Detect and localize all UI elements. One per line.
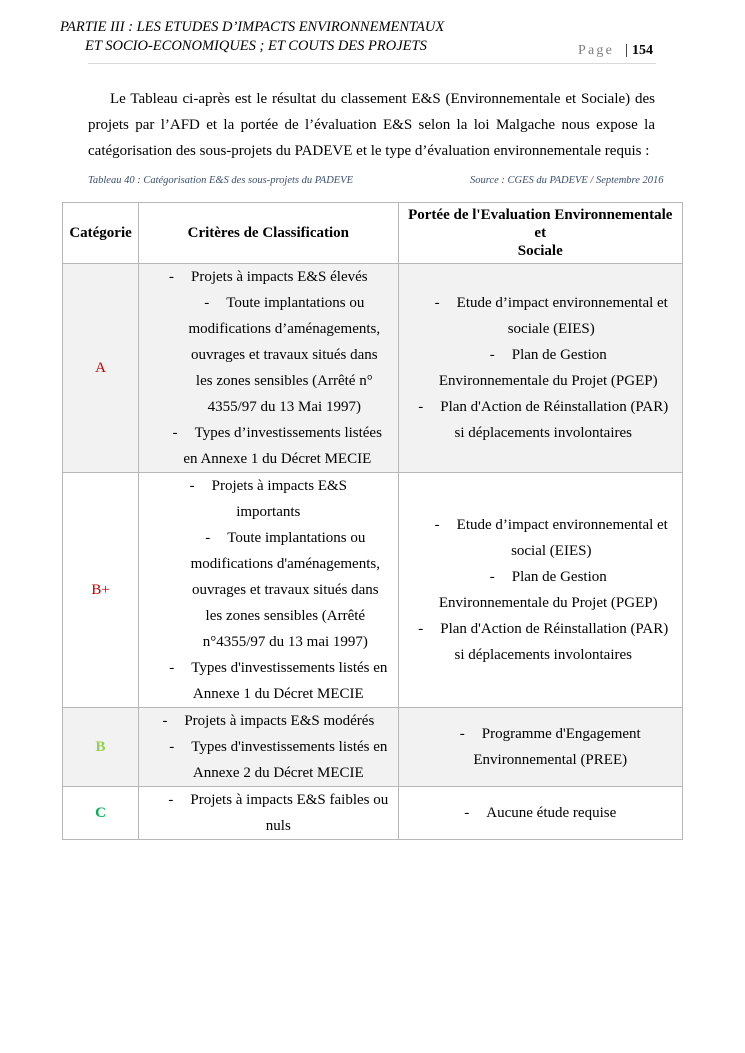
list-item-text: Projets à impacts E&S faibles ou nuls xyxy=(190,792,389,834)
bullet-dash: - xyxy=(489,347,495,363)
list-item xyxy=(145,655,391,707)
header-criteria: Critères de Classification xyxy=(139,203,398,264)
bullet-dash: - xyxy=(418,621,424,637)
bullet-dash: - xyxy=(169,660,175,676)
list-item xyxy=(145,264,391,290)
bullet-dash: - xyxy=(168,792,174,808)
scope-cell xyxy=(398,708,682,787)
list-item-text: Plan d'Action de Réinstallation (PAR) si déplacements involontaires xyxy=(440,399,669,441)
bullet-dash: - xyxy=(168,269,174,285)
category-label: B xyxy=(95,738,106,755)
header-scope-line3: Sociale xyxy=(517,243,563,259)
bullet-dash: - xyxy=(162,713,168,729)
bullet-dash: - xyxy=(434,517,440,533)
table-row xyxy=(63,708,683,787)
list-item xyxy=(405,564,676,616)
bullet-dash: - xyxy=(464,805,470,821)
list-item xyxy=(145,787,391,839)
list-item-text: Plan de Gestion Environnementale du Projet (PGEP) xyxy=(438,347,658,389)
list-item xyxy=(405,394,676,446)
list-item-text: Types d’investissements listées en Annexe 1 du Décret MECIE xyxy=(183,425,382,467)
bullet-dash: - xyxy=(489,569,495,585)
page-label: Page xyxy=(578,43,615,58)
list-item xyxy=(405,721,676,773)
scope-cell xyxy=(398,787,682,840)
category-label: B+ xyxy=(91,581,110,598)
list-item xyxy=(405,290,676,342)
list-item-text: Programme d'Engagement Environnemental (PREE) xyxy=(473,726,641,768)
header-title-line2: ET SOCIO-ECONOMIQUES ; ET COUTS DES PROJETS xyxy=(85,38,427,54)
header-scope-line2: et xyxy=(534,225,547,241)
table-row xyxy=(63,473,683,708)
header-divider xyxy=(88,63,656,64)
list-item xyxy=(145,290,391,420)
bullet-dash: - xyxy=(418,399,424,415)
list-item-text: Toute implantations ou modifications d’aménagements, ouvrages et travaux situés dans les zones sensibles (Arrêté n° 4355/97 du 13 Mai 1997) xyxy=(188,295,381,415)
criteria-cell xyxy=(139,787,398,840)
category-cell xyxy=(63,264,139,473)
table-caption: Tableau 40 : Catégorisation E&S des sous-projets du PADEVE xyxy=(88,175,354,186)
list-item xyxy=(405,512,676,564)
header-title-line1: PARTIE III : LES ETUDES D’IMPACTS ENVIRONNEMENTAUX xyxy=(60,19,445,35)
list-item xyxy=(145,420,391,472)
list-item-text: Etude d’impact environnemental et social (EIES) xyxy=(456,517,668,559)
table-row xyxy=(63,787,683,840)
bullet-dash: - xyxy=(205,530,211,546)
header-category: Catégorie xyxy=(63,203,139,264)
category-cell xyxy=(63,787,139,840)
list-item-text: Etude d’impact environnemental et sociale (EIES) xyxy=(456,295,668,337)
header-scope-line1: Portée de l'Evaluation Environnementale xyxy=(408,207,673,223)
page-number: 154 xyxy=(632,43,653,58)
table-header-row xyxy=(63,203,683,264)
list-item-text: Projets à impacts E&S modérés xyxy=(184,713,375,729)
list-item-text: Projets à impacts E&S importants xyxy=(211,478,348,520)
list-item-text: Plan de Gestion Environnementale du Projet (PGEP) xyxy=(438,569,658,611)
bullet-dash: - xyxy=(204,295,210,311)
list-item-text: Types d'investissements listés en Annexe 1 du Décret MECIE xyxy=(191,660,388,702)
criteria-cell xyxy=(139,473,398,708)
intro-paragraph: Le Tableau ci-après est le résultat du classement E&S (Environnementale et Sociale) des projets par l’AFD et la portée de l’évaluation E&S selon la loi Malgache nous expose la catégorisation des sous-projets du PADEVE et le type d’évaluation environnementale requis : xyxy=(88,91,655,159)
table-row xyxy=(63,264,683,473)
categorization-table xyxy=(62,202,683,840)
list-item xyxy=(405,616,676,668)
header-title xyxy=(60,18,530,56)
category-label: C xyxy=(95,804,106,821)
criteria-cell xyxy=(139,264,398,473)
table-source: Source : CGES du PADEVE / Septembre 2016 xyxy=(470,175,664,186)
list-item xyxy=(145,734,391,786)
bullet-dash: - xyxy=(189,478,195,494)
list-item-text: Types d'investissements listés en Annexe 2 du Décret MECIE xyxy=(191,739,388,781)
list-item xyxy=(145,473,391,525)
list-item-text: Projets à impacts E&S élevés xyxy=(190,269,368,285)
category-cell xyxy=(63,473,139,708)
list-item xyxy=(145,708,391,734)
scope-cell xyxy=(398,264,682,473)
list-item xyxy=(145,525,391,655)
scope-cell xyxy=(398,473,682,708)
list-item-text: Aucune étude requise xyxy=(486,805,617,821)
bullet-dash: - xyxy=(459,726,465,742)
list-item xyxy=(405,342,676,394)
criteria-cell xyxy=(139,708,398,787)
bullet-dash: - xyxy=(172,425,178,441)
bullet-dash: - xyxy=(434,295,440,311)
bullet-dash: - xyxy=(169,739,175,755)
list-item-text: Toute implantations ou modifications d'aménagements, ouvrages et travaux situés dans les zones sensibles (Arrêté n°4355/97 du 13 mai 1997) xyxy=(190,530,380,650)
header-scope xyxy=(398,203,682,264)
category-cell xyxy=(63,708,139,787)
page-separator: | xyxy=(625,42,629,58)
list-item-text: Plan d'Action de Réinstallation (PAR) si déplacements involontaires xyxy=(440,621,669,663)
list-item xyxy=(405,800,676,826)
category-label: A xyxy=(95,359,106,376)
